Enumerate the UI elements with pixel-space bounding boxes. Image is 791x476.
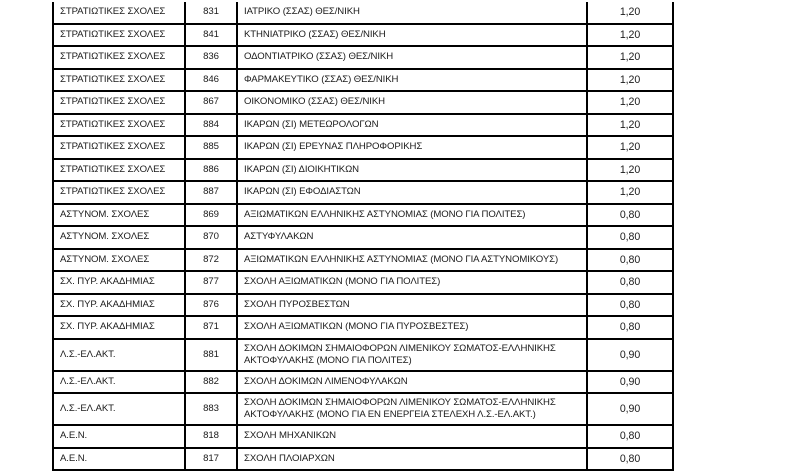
coefficient-cell: 0,90 bbox=[587, 371, 673, 394]
table-row bbox=[53, 204, 673, 227]
code-cell: 867 bbox=[185, 91, 237, 114]
code-cell: 872 bbox=[185, 249, 237, 272]
school-cell: ΣΤΡΑΤΙΩΤΙΚΕΣ ΣΧΟΛΕΣ bbox=[53, 46, 185, 69]
department-cell: ΣΧΟΛΗ ΠΛΟΙΑΡΧΩΝ bbox=[237, 448, 587, 471]
department-cell: ΑΞΙΩΜΑΤΙΚΩΝ ΕΛΛΗΝΙΚΗΣ ΑΣΤΥΝΟΜΙΑΣ (ΜΟΝΟ ΓΙΑ ΑΣΤΥΝΟΜΙΚΟΥΣ) bbox=[237, 249, 587, 272]
department-cell: ΙΚΑΡΩΝ (ΣΙ) ΜΕΤΕΩΡΟΛΟΓΩΝ bbox=[237, 114, 587, 137]
code-cell: 882 bbox=[185, 371, 237, 394]
coefficient-cell: 0,80 bbox=[587, 204, 673, 227]
school-cell: Λ.Σ.-ΕΛ.ΑΚΤ. bbox=[53, 393, 185, 425]
table-row bbox=[53, 339, 673, 371]
table-row bbox=[53, 271, 673, 294]
table-row bbox=[53, 294, 673, 317]
coefficient-cell: 1,20 bbox=[587, 181, 673, 204]
school-cell: ΣΧ. ΠΥΡ. ΑΚΑΔΗΜΙΑΣ bbox=[53, 294, 185, 317]
table-row bbox=[53, 425, 673, 448]
coefficient-cell: 0,80 bbox=[587, 226, 673, 249]
department-cell: ΚΤΗΝΙΑΤΡΙΚΟ (ΣΣΑΣ) ΘΕΣ/ΝΙΚΗ bbox=[237, 24, 587, 47]
code-cell: 871 bbox=[185, 316, 237, 339]
coefficient-cell: 0,80 bbox=[587, 249, 673, 272]
code-cell: 869 bbox=[185, 204, 237, 227]
coefficient-cell: 0,90 bbox=[587, 339, 673, 371]
coefficients-table bbox=[52, 2, 674, 471]
code-cell: 885 bbox=[185, 136, 237, 159]
coefficient-cell: 1,20 bbox=[587, 114, 673, 137]
department-cell: ΣΧΟΛΗ ΑΞΙΩΜΑΤΙΚΩΝ (ΜΟΝΟ ΓΙΑ ΠΥΡΟΣΒΕΣΤΕΣ) bbox=[237, 316, 587, 339]
table-row bbox=[53, 393, 673, 425]
table-row bbox=[53, 181, 673, 204]
coefficient-cell: 1,20 bbox=[587, 2, 673, 24]
table-row bbox=[53, 136, 673, 159]
table-row bbox=[53, 69, 673, 92]
department-cell: ΑΣΤΥΦΥΛΑΚΩΝ bbox=[237, 226, 587, 249]
school-cell: Α.Ε.Ν. bbox=[53, 425, 185, 448]
table-row bbox=[53, 114, 673, 137]
code-cell: 877 bbox=[185, 271, 237, 294]
coefficient-cell: 1,20 bbox=[587, 91, 673, 114]
coefficient-cell: 0,80 bbox=[587, 294, 673, 317]
department-cell: ΣΧΟΛΗ ΑΞΙΩΜΑΤΙΚΩΝ (ΜΟΝΟ ΓΙΑ ΠΟΛΙΤΕΣ) bbox=[237, 271, 587, 294]
coefficient-cell: 0,80 bbox=[587, 448, 673, 471]
coefficient-cell: 1,20 bbox=[587, 159, 673, 182]
department-cell: ΣΧΟΛΗ ΔΟΚΙΜΩΝ ΛΙΜΕΝΟΦΥΛΑΚΩΝ bbox=[237, 371, 587, 394]
table-row bbox=[53, 316, 673, 339]
department-cell: ΟΙΚΟΝΟΜΙΚΟ (ΣΣΑΣ) ΘΕΣ/ΝΙΚΗ bbox=[237, 91, 587, 114]
school-cell: ΣΤΡΑΤΙΩΤΙΚΕΣ ΣΧΟΛΕΣ bbox=[53, 2, 185, 24]
table-row bbox=[53, 24, 673, 47]
code-cell: 831 bbox=[185, 2, 237, 24]
school-cell: ΣΧ. ΠΥΡ. ΑΚΑΔΗΜΙΑΣ bbox=[53, 316, 185, 339]
table-row bbox=[53, 159, 673, 182]
table-row bbox=[53, 249, 673, 272]
department-cell: ΙΑΤΡΙΚΟ (ΣΣΑΣ) ΘΕΣ/ΝΙΚΗ bbox=[237, 2, 587, 24]
code-cell: 886 bbox=[185, 159, 237, 182]
code-cell: 887 bbox=[185, 181, 237, 204]
department-cell: ΑΞΙΩΜΑΤΙΚΩΝ ΕΛΛΗΝΙΚΗΣ ΑΣΤΥΝΟΜΙΑΣ (ΜΟΝΟ ΓΙΑ ΠΟΛΙΤΕΣ) bbox=[237, 204, 587, 227]
school-cell: ΣΤΡΑΤΙΩΤΙΚΕΣ ΣΧΟΛΕΣ bbox=[53, 24, 185, 47]
school-cell: Λ.Σ.-ΕΛ.ΑΚΤ. bbox=[53, 371, 185, 394]
code-cell: 883 bbox=[185, 393, 237, 425]
coefficient-cell: 1,20 bbox=[587, 136, 673, 159]
school-cell: ΑΣΤΥΝΟΜ. ΣΧΟΛΕΣ bbox=[53, 226, 185, 249]
department-cell: ΙΚΑΡΩΝ (ΣΙ) ΔΙΟΙΚΗΤΙΚΩΝ bbox=[237, 159, 587, 182]
code-cell: 836 bbox=[185, 46, 237, 69]
coefficient-cell: 0,80 bbox=[587, 316, 673, 339]
school-cell: ΣΤΡΑΤΙΩΤΙΚΕΣ ΣΧΟΛΕΣ bbox=[53, 181, 185, 204]
code-cell: 870 bbox=[185, 226, 237, 249]
school-cell: ΑΣΤΥΝΟΜ. ΣΧΟΛΕΣ bbox=[53, 249, 185, 272]
code-cell: 881 bbox=[185, 339, 237, 371]
table-row bbox=[53, 448, 673, 471]
table-row bbox=[53, 2, 673, 24]
coefficient-cell: 0,90 bbox=[587, 393, 673, 425]
school-cell: ΑΣΤΥΝΟΜ. ΣΧΟΛΕΣ bbox=[53, 204, 185, 227]
school-cell: ΣΧ. ΠΥΡ. ΑΚΑΔΗΜΙΑΣ bbox=[53, 271, 185, 294]
table-row bbox=[53, 91, 673, 114]
code-cell: 818 bbox=[185, 425, 237, 448]
department-cell: ΣΧΟΛΗ ΔΟΚΙΜΩΝ ΣΗΜΑΙΟΦΟΡΩΝ ΛΙΜΕΝΙΚΟΥ ΣΩΜΑΤΟΣ-ΕΛΛΗΝΙΚΗΣ ΑΚΤΟΦΥΛΑΚΗΣ (ΜΟΝΟ ΓΙΑ ΠΟΛΙΤΕΣ) bbox=[237, 339, 587, 371]
department-cell: ΣΧΟΛΗ ΔΟΚΙΜΩΝ ΣΗΜΑΙΟΦΟΡΩΝ ΛΙΜΕΝΙΚΟΥ ΣΩΜΑΤΟΣ-ΕΛΛΗΝΙΚΗΣ ΑΚΤΟΦΥΛΑΚΗΣ (ΜΟΝΟ ΓΙΑ ΕΝ ΕΝΕΡΓΕΙΑ ΣΤΕΛΕΧΗ Λ.Σ.-ΕΛ.ΑΚΤ.) bbox=[237, 393, 587, 425]
code-cell: 841 bbox=[185, 24, 237, 47]
code-cell: 884 bbox=[185, 114, 237, 137]
school-cell: Λ.Σ.-ΕΛ.ΑΚΤ. bbox=[53, 339, 185, 371]
school-cell: Α.Ε.Ν. bbox=[53, 448, 185, 471]
coefficient-cell: 0,80 bbox=[587, 425, 673, 448]
department-cell: ΙΚΑΡΩΝ (ΣΙ) ΕΡΕΥΝΑΣ ΠΛΗΡΟΦΟΡΙΚΗΣ bbox=[237, 136, 587, 159]
school-cell: ΣΤΡΑΤΙΩΤΙΚΕΣ ΣΧΟΛΕΣ bbox=[53, 69, 185, 92]
department-cell: ΣΧΟΛΗ ΠΥΡΟΣΒΕΣΤΩΝ bbox=[237, 294, 587, 317]
coefficient-cell: 1,20 bbox=[587, 24, 673, 47]
school-cell: ΣΤΡΑΤΙΩΤΙΚΕΣ ΣΧΟΛΕΣ bbox=[53, 114, 185, 137]
coefficient-cell: 1,20 bbox=[587, 46, 673, 69]
department-cell: ΙΚΑΡΩΝ (ΣΙ) ΕΦΟΔΙΑΣΤΩΝ bbox=[237, 181, 587, 204]
table-row bbox=[53, 46, 673, 69]
code-cell: 876 bbox=[185, 294, 237, 317]
school-cell: ΣΤΡΑΤΙΩΤΙΚΕΣ ΣΧΟΛΕΣ bbox=[53, 159, 185, 182]
code-cell: 817 bbox=[185, 448, 237, 471]
school-cell: ΣΤΡΑΤΙΩΤΙΚΕΣ ΣΧΟΛΕΣ bbox=[53, 91, 185, 114]
table-row bbox=[53, 371, 673, 394]
department-cell: ΣΧΟΛΗ ΜΗΧΑΝΙΚΩΝ bbox=[237, 425, 587, 448]
coefficient-cell: 0,80 bbox=[587, 271, 673, 294]
school-cell: ΣΤΡΑΤΙΩΤΙΚΕΣ ΣΧΟΛΕΣ bbox=[53, 136, 185, 159]
department-cell: ΟΔΟΝΤΙΑΤΡΙΚΟ (ΣΣΑΣ) ΘΕΣ/ΝΙΚΗ bbox=[237, 46, 587, 69]
table-row bbox=[53, 226, 673, 249]
department-cell: ΦΑΡΜΑΚΕΥΤΙΚΟ (ΣΣΑΣ) ΘΕΣ/ΝΙΚΗ bbox=[237, 69, 587, 92]
coefficient-cell: 1,20 bbox=[587, 69, 673, 92]
code-cell: 846 bbox=[185, 69, 237, 92]
